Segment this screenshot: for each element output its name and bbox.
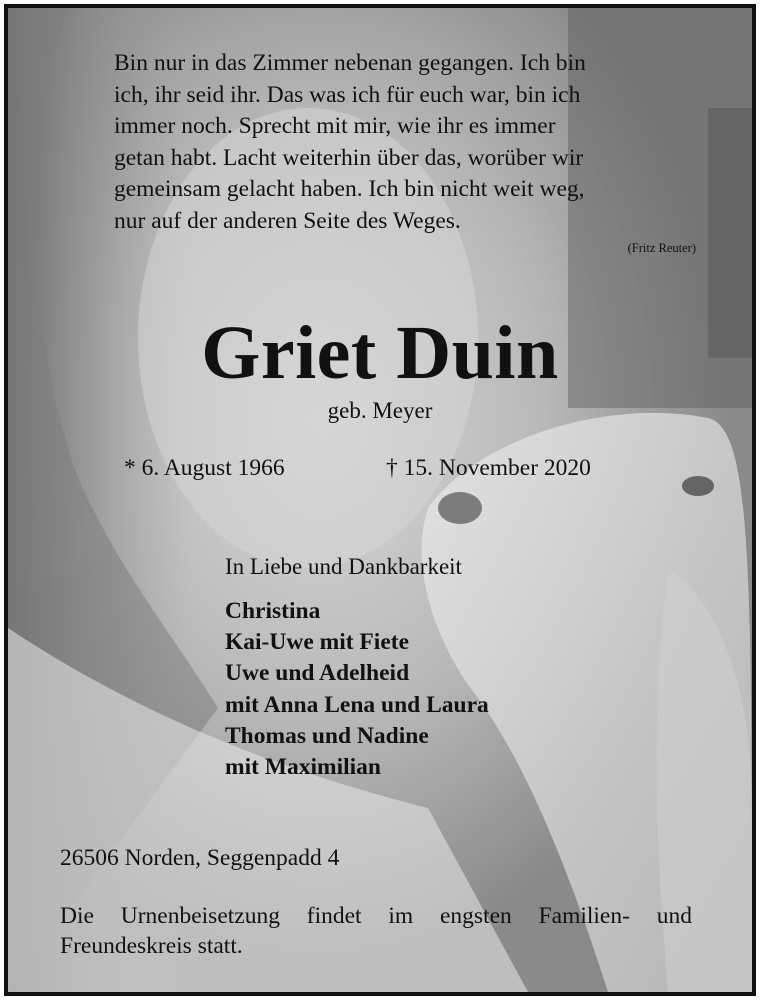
address: 26506 Norden, Seggenpadd 4 bbox=[60, 845, 340, 871]
birth-date: * 6. August 1966 bbox=[124, 455, 285, 481]
mourner-name: Thomas und Nadine bbox=[225, 722, 429, 749]
burial-note: Die Urnenbeisetzung findet im engsten Familien- und Freundeskreis statt. bbox=[60, 903, 692, 959]
poem-attribution: (Fritz Reuter) bbox=[627, 241, 696, 255]
death-date: † 15. November 2020 bbox=[386, 455, 591, 481]
poem-line: Bin nur in das Zimmer nebenan gegangen. Ich bin bbox=[114, 50, 586, 76]
mourner-name: mit Anna Lena und Laura bbox=[225, 691, 489, 718]
deceased-name: Griet Duin bbox=[201, 311, 559, 395]
mourner-name: mit Maximilian bbox=[225, 754, 381, 781]
poem-text bbox=[114, 48, 692, 238]
poem-line: ich, ihr seid ihr. Das was ich für euch war, bin ich bbox=[114, 81, 581, 108]
mourner-name: Kai-Uwe mit Fiete bbox=[225, 629, 410, 656]
mourner-name: Christina bbox=[225, 598, 321, 624]
poem-line: gemeinsam gelacht haben. Ich bin nicht weit weg, bbox=[114, 176, 585, 203]
mourners-intro: In Liebe und Dankbarkeit bbox=[225, 554, 462, 579]
mourner-name: Uwe und Adelheid bbox=[225, 660, 410, 687]
poem-line: nur auf der anderen Seite des Weges. bbox=[114, 207, 461, 234]
poem-line: immer noch. Sprecht mit mir, wie ihr es immer bbox=[114, 113, 556, 140]
poem-line: getan habt. Lacht weiterhin über das, worüber wir bbox=[114, 144, 584, 171]
obituary-card bbox=[4, 4, 756, 996]
maiden-name: geb. Meyer bbox=[327, 398, 433, 423]
mourners-list bbox=[225, 596, 489, 783]
